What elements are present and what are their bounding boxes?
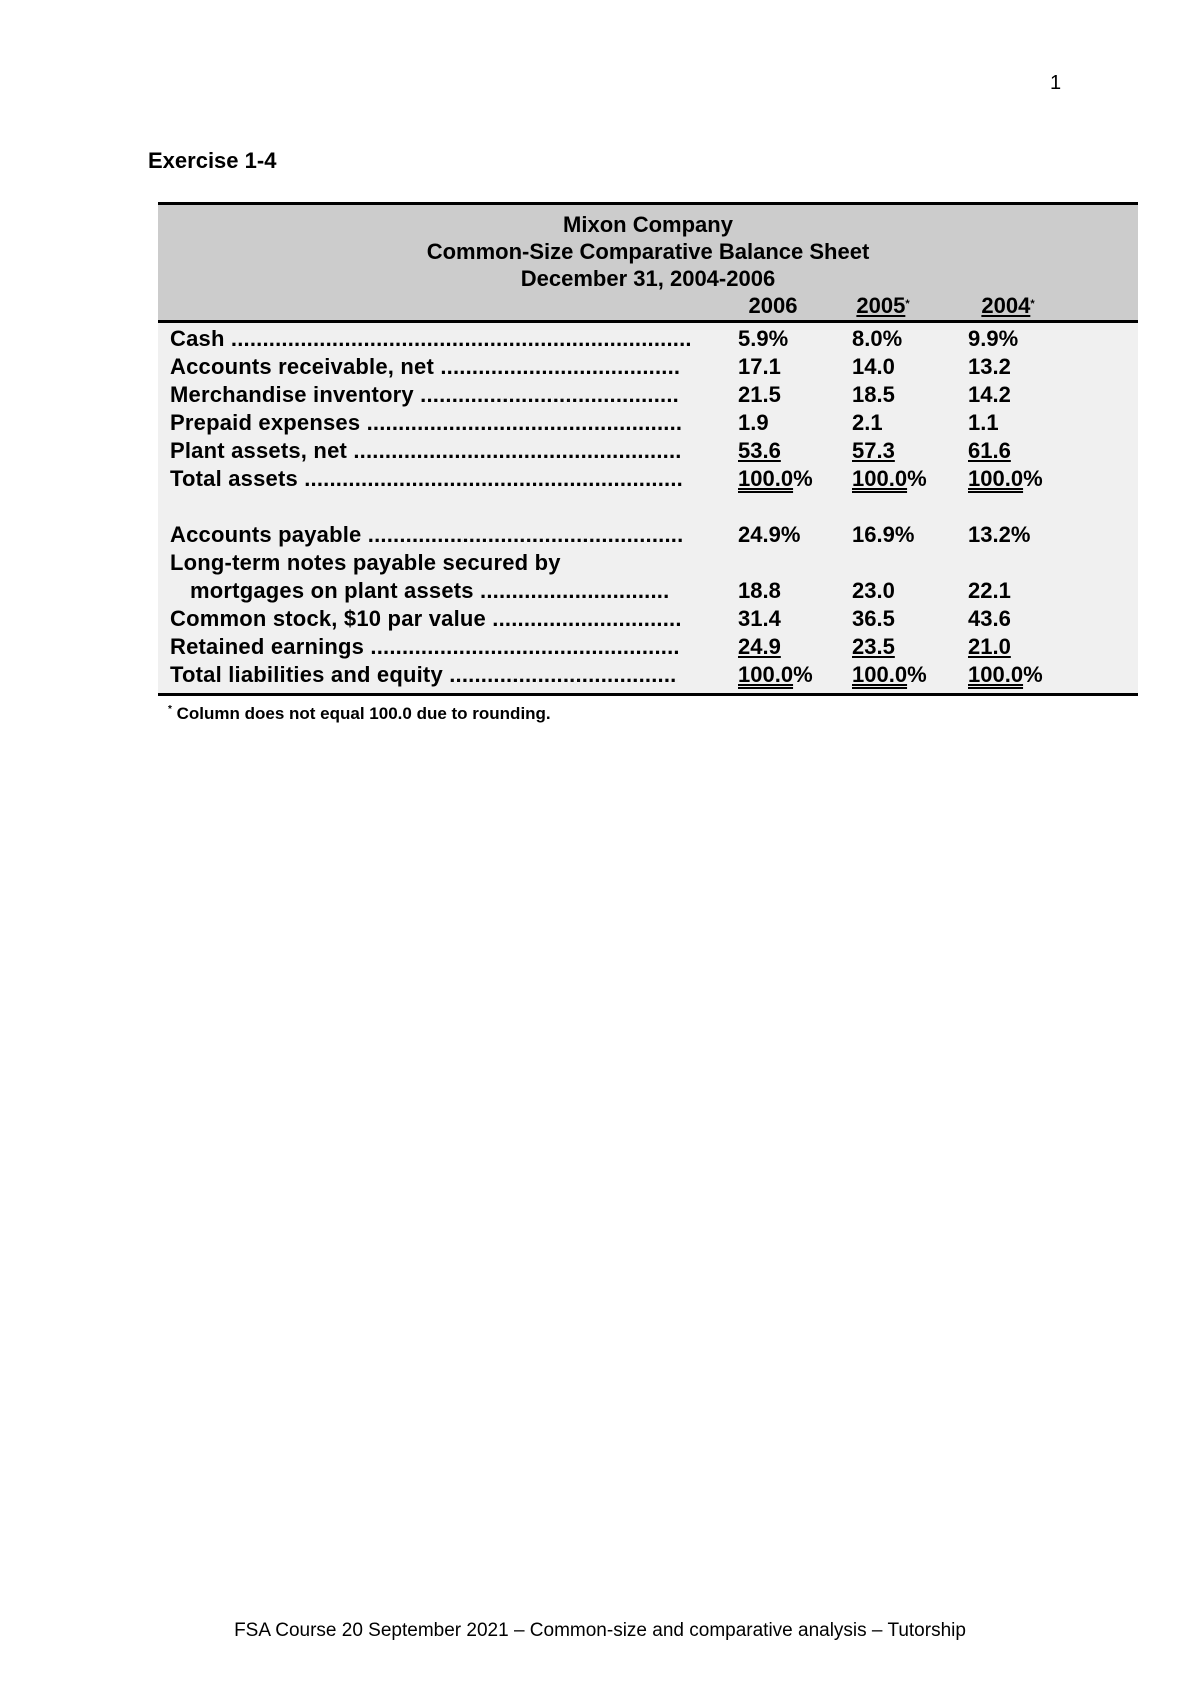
footnote-text: Column does not equal 100.0 due to rounding. [176, 704, 551, 723]
cell-2005: 23.5 [852, 634, 895, 659]
table-row-cash [158, 325, 1138, 353]
cell-2005: 36.5 [852, 606, 895, 631]
row-label: Total assets ............................................................ [170, 466, 683, 491]
cell-2005: 14.0 [852, 354, 895, 379]
cell-2005: 18.5 [852, 382, 895, 407]
row-label: Common stock, $10 par value .............................. [170, 606, 682, 631]
page-number: 1 [1050, 72, 1062, 94]
exercise-title: Exercise 1-4 [148, 148, 277, 173]
cell-2006: 100.0% [738, 466, 813, 491]
company-name: Mixon Company [563, 212, 733, 237]
table-row-prepaid-expenses [158, 409, 1138, 437]
cell-2005: 8.0% [852, 326, 903, 351]
cell-2006: 21.5 [738, 382, 781, 407]
cell-2004: 43.6 [968, 606, 1011, 631]
row-label: Total liabilities and equity .................................... [170, 662, 677, 687]
cell-2004: 100.0% [968, 466, 1043, 491]
cell-2006: 18.8 [738, 578, 781, 603]
statement-title: Common-Size Comparative Balance Sheet [426, 239, 870, 264]
cell-2006: 100.0% [738, 662, 813, 687]
cell-2006: 24.9% [738, 522, 801, 547]
cell-2005: 23.0 [852, 578, 895, 603]
cell-2006: 24.9 [738, 634, 781, 659]
cell-2004: 21.0 [968, 634, 1011, 659]
table-row-accounts-payable [158, 521, 1138, 549]
page-footer: FSA Course 20 September 2021 – Common-size and comparative analysis – Tutorship [234, 1620, 966, 1641]
cell-2005: 57.3 [852, 438, 895, 463]
cell-2006: 17.1 [738, 354, 781, 379]
row-label: Retained earnings ................................................. [170, 634, 680, 659]
cell-2006: 53.6 [738, 438, 781, 463]
column-header-2004: 2004* [981, 293, 1035, 318]
table-row-total-assets [158, 465, 1138, 493]
cell-2004: 22.1 [968, 578, 1011, 603]
row-label: Merchandise inventory ......................................... [170, 382, 679, 407]
row-label: Prepaid expenses .................................................. [170, 410, 683, 435]
cell-2005: 16.9% [852, 522, 915, 547]
row-label: Cash ......................................................................... [170, 326, 692, 351]
row-label: mortgages on plant assets .............................. [190, 578, 670, 603]
cell-2006: 31.4 [738, 606, 781, 631]
table-row-common-stock [158, 605, 1138, 633]
footnote-mark: * [168, 704, 172, 715]
table-body [158, 323, 1138, 693]
row-label: Plant assets, net .................................................... [170, 438, 682, 463]
table-row-retained-earnings [158, 633, 1138, 661]
cell-2004: 1.1 [968, 410, 999, 435]
table-row-merchandise-inventory [158, 381, 1138, 409]
column-header-2006: 2006 [748, 293, 798, 318]
cell-2004: 14.2 [968, 382, 1011, 407]
cell-2006: 5.9% [738, 326, 789, 351]
cell-2004: 13.2% [968, 522, 1031, 547]
table-row-total-liabilities-equity [158, 661, 1138, 689]
column-header-2005: 2005* [856, 293, 910, 318]
cell-2004: 9.9% [968, 326, 1019, 351]
row-label: Accounts payable .................................................. [170, 522, 684, 547]
section-spacer [158, 493, 1138, 521]
table-row-long-term-notes [158, 549, 1138, 577]
row-label: Accounts receivable, net ...................................... [170, 354, 681, 379]
footnote [168, 704, 551, 724]
cell-2005: 100.0% [852, 466, 927, 491]
table-row-accounts-receivable [158, 353, 1138, 381]
row-label: Long-term notes payable secured by [170, 550, 561, 575]
table-header [158, 205, 1138, 320]
balance-sheet-table [158, 202, 1138, 696]
cell-2004: 100.0% [968, 662, 1043, 687]
column-headers [158, 292, 1138, 320]
table-row-plant-assets [158, 437, 1138, 465]
cell-2005: 2.1 [852, 410, 883, 435]
cell-2006: 1.9 [738, 410, 769, 435]
table-row-mortgages [158, 577, 1138, 605]
cell-2004: 13.2 [968, 354, 1011, 379]
cell-2004: 61.6 [968, 438, 1011, 463]
statement-period: December 31, 2004-2006 [520, 266, 776, 291]
cell-2005: 100.0% [852, 662, 927, 687]
